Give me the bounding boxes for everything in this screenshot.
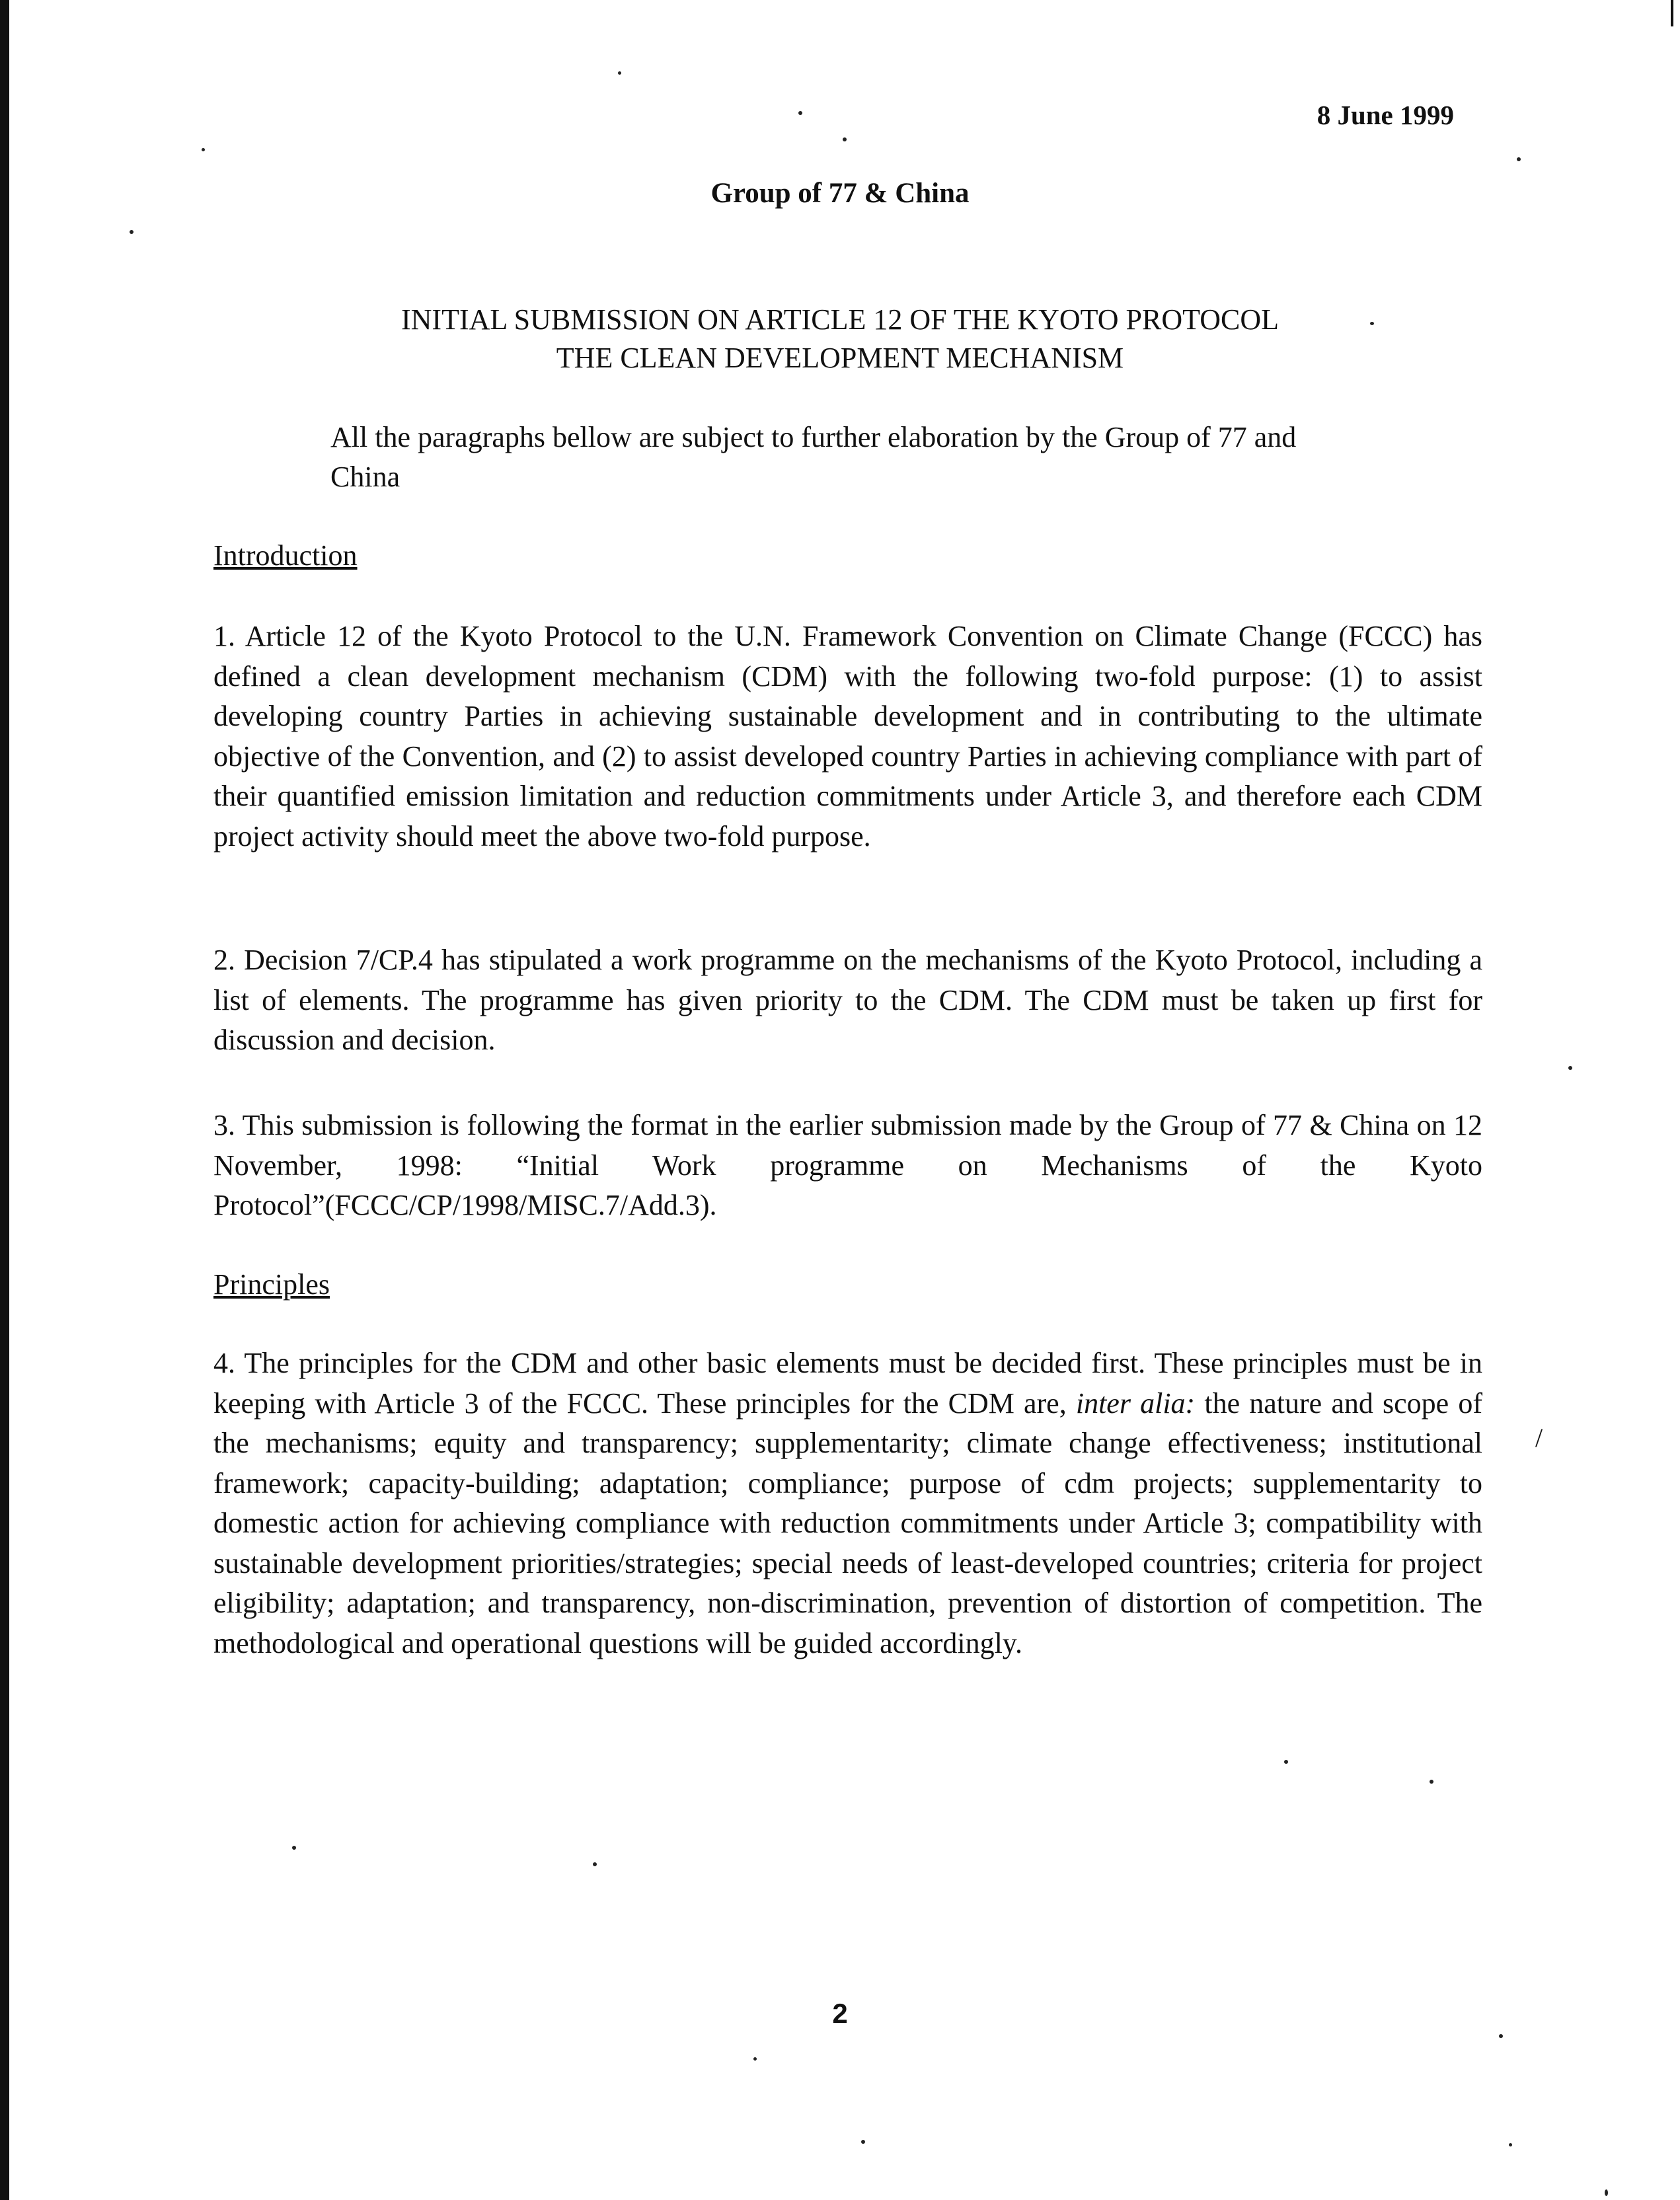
- scan-speck: [593, 1862, 597, 1866]
- title-line-2: THE CLEAN DEVELOPMENT MECHANISM: [556, 342, 1124, 374]
- scan-speck: [1509, 2143, 1512, 2146]
- scan-speck: [1605, 2189, 1608, 2196]
- scan-speck: [1370, 322, 1374, 325]
- paragraph-2: 2. Decision 7/CP.4 has stipulated a work programme on the mechanisms of the Kyoto Protocol, including a list of elements. The programme has given priority to the CDM. The CDM must be taken up first for discussion and decision.: [213, 944, 1482, 1056]
- scan-speck: [618, 71, 621, 75]
- paragraph-3: 3. This submission is following the format in the earlier submission made by the Group of 77 & China on 12 November, 1998: “Initial Work programme on Mechanisms of the Kyoto Protocol”(FCCC/CP/1998/MISC.7/Add.3).: [213, 1109, 1482, 1221]
- scan-speck: [1499, 2034, 1503, 2038]
- document-date: 8 June 1999: [1317, 100, 1454, 130]
- scan-speck: [1517, 157, 1521, 161]
- scan-speck: [202, 148, 205, 151]
- scan-speck: [1430, 1780, 1433, 1784]
- scan-speck: [292, 1846, 296, 1850]
- paragraph-4-latin-phrase: inter alia:: [1075, 1386, 1196, 1420]
- scan-speck: [130, 230, 134, 234]
- margin-mark: /: [1535, 1423, 1543, 1453]
- scan-speck: [798, 111, 802, 115]
- paragraph-4-list: the nature and scope of the mechanisms; equity and transparency; supplementarity; climate change effectiveness; institutional framework; capacity-building; adaptation; compliance; purpose of cdm projects; supplementarity to domestic action for achieving compliance with reduction commitments under Article 3; compatibility with sustainable development priorities/strategies; special needs of least-developed countries; criteria for project eligibility; adaptation; and transparency, non-discrimination, prevention of distortion of competition. The methodological and operational questions will be guided accordingly.: [213, 1386, 1483, 1659]
- section-heading-principles: Principles: [213, 1268, 330, 1301]
- paragraph-4: [213, 1344, 1482, 1663]
- scan-speck: [753, 2057, 757, 2061]
- scan-speck: [861, 2140, 865, 2144]
- scan-speck: [843, 137, 847, 141]
- scan-right-edge: [1671, 0, 1673, 26]
- paragraph-1: 1. Article 12 of the Kyoto Protocol to the U.N. Framework Convention on Climate Change (FCCC) has defined a clean development mechanism (CDM) with the following two-fold purpose: (1) to assist developing country Parties in achieving sustainable development and in contributing to the ultimate objective of the Convention, and (2) to assist developed country Parties in achieving compliance with part of their quantified emission limitation and reduction commitments under Article 3, and therefore each CDM project activity should meet the above two-fold purpose.: [213, 620, 1482, 853]
- scan-speck: [1284, 1760, 1288, 1764]
- document-title: [0, 301, 1680, 377]
- title-line-1: INITIAL SUBMISSION ON ARTICLE 12 OF THE KYOTO PROTOCOL: [401, 303, 1279, 336]
- elaboration-note: All the paragraphs bellow are subject to further elaboration by the Group of 77 and China: [330, 421, 1297, 493]
- section-heading-introduction: Introduction: [213, 539, 358, 572]
- submitting-group: Group of 77 & China: [710, 178, 970, 209]
- scan-speck: [1568, 1066, 1572, 1070]
- paragraph-4-lead: 4. The principles for the CDM and other basic elements must be decided first. These principles must be in keeping with Article 3 of the FCCC. These principles for the CDM are,: [213, 1347, 1482, 1420]
- page-number: 2: [832, 1998, 848, 2029]
